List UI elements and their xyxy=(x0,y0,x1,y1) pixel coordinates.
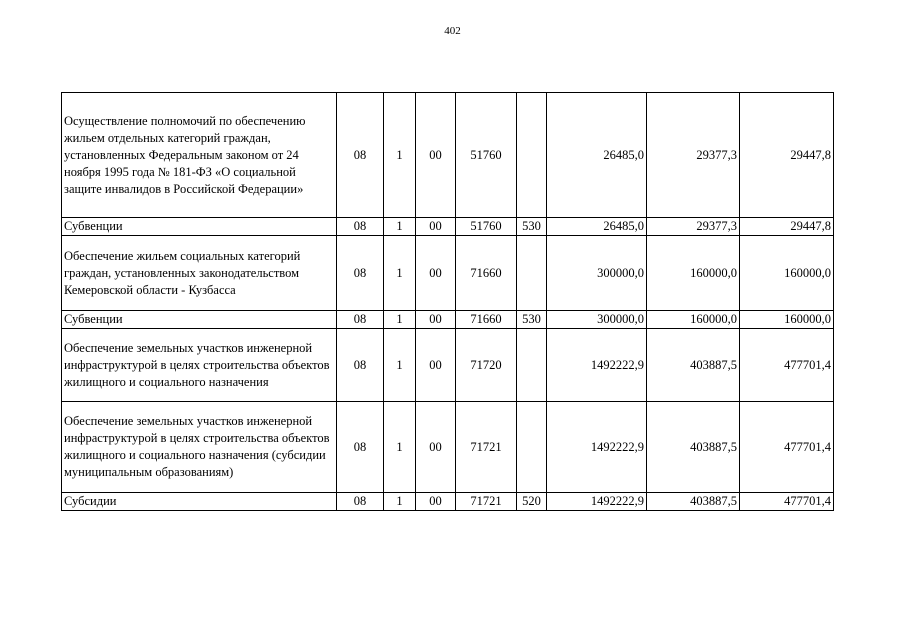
table-row xyxy=(62,493,834,511)
row-section: 08 xyxy=(337,329,384,402)
row-target-code: 71660 xyxy=(456,236,517,311)
row-subsection: 1 xyxy=(384,329,416,402)
row-section: 08 xyxy=(337,218,384,236)
row-amount-year2: 403887,5 xyxy=(647,329,740,402)
row-subsection: 1 xyxy=(384,236,416,311)
row-expense-type xyxy=(517,329,547,402)
row-name: Обеспечение земельных участков инженерной инфраструктурой в целях строительства объектов жилищного и социального назначения (субсидии муниципальным образованиям) xyxy=(62,402,337,493)
table-row xyxy=(62,402,834,493)
row-amount-year1: 26485,0 xyxy=(547,93,647,218)
row-sub-code: 00 xyxy=(416,493,456,511)
row-sub-code: 00 xyxy=(416,402,456,493)
row-amount-year3: 29447,8 xyxy=(740,218,834,236)
row-section: 08 xyxy=(337,311,384,329)
row-expense-type xyxy=(517,93,547,218)
row-amount-year2: 403887,5 xyxy=(647,402,740,493)
row-sub-code: 00 xyxy=(416,218,456,236)
row-section: 08 xyxy=(337,493,384,511)
row-sub-code: 00 xyxy=(416,329,456,402)
row-name: Осуществление полномочий по обеспечению жильем отдельных категорий граждан, установленных Федеральным законом от 24 ноября 1995 года № 181-ФЗ «О социальной защите инвалидов в Российской Федерации» xyxy=(62,93,337,218)
row-amount-year1: 1492222,9 xyxy=(547,493,647,511)
row-target-code: 71720 xyxy=(456,329,517,402)
row-target-code: 51760 xyxy=(456,218,517,236)
row-target-code: 71721 xyxy=(456,402,517,493)
row-amount-year3: 477701,4 xyxy=(740,402,834,493)
row-sub-code: 00 xyxy=(416,236,456,311)
row-name: Обеспечение земельных участков инженерной инфраструктурой в целях строительства объектов жилищного и социального назначения xyxy=(62,329,337,402)
table-row xyxy=(62,329,834,402)
row-expense-type xyxy=(517,236,547,311)
row-subsection: 1 xyxy=(384,218,416,236)
table-row xyxy=(62,93,834,218)
row-subsection: 1 xyxy=(384,93,416,218)
row-target-code: 51760 xyxy=(456,93,517,218)
row-amount-year1: 26485,0 xyxy=(547,218,647,236)
row-section: 08 xyxy=(337,93,384,218)
row-amount-year2: 160000,0 xyxy=(647,236,740,311)
row-amount-year2: 29377,3 xyxy=(647,93,740,218)
row-section: 08 xyxy=(337,236,384,311)
row-subsection: 1 xyxy=(384,493,416,511)
row-name: Обеспечение жильем социальных категорий граждан, установленных законодательством Кемеровской области - Кузбасса xyxy=(62,236,337,311)
row-amount-year2: 403887,5 xyxy=(647,493,740,511)
row-amount-year1: 300000,0 xyxy=(547,236,647,311)
row-subsection: 1 xyxy=(384,311,416,329)
row-name: Субвенции xyxy=(62,218,337,236)
row-amount-year3: 160000,0 xyxy=(740,236,834,311)
row-amount-year3: 477701,4 xyxy=(740,493,834,511)
row-section: 08 xyxy=(337,402,384,493)
row-amount-year1: 300000,0 xyxy=(547,311,647,329)
row-amount-year3: 160000,0 xyxy=(740,311,834,329)
row-expense-type: 530 xyxy=(517,311,547,329)
row-expense-type: 520 xyxy=(517,493,547,511)
row-amount-year2: 29377,3 xyxy=(647,218,740,236)
row-target-code: 71721 xyxy=(456,493,517,511)
row-subsection: 1 xyxy=(384,402,416,493)
table-row xyxy=(62,311,834,329)
row-target-code: 71660 xyxy=(456,311,517,329)
row-sub-code: 00 xyxy=(416,93,456,218)
row-name: Субсидии xyxy=(62,493,337,511)
row-amount-year1: 1492222,9 xyxy=(547,402,647,493)
row-amount-year1: 1492222,9 xyxy=(547,329,647,402)
row-amount-year3: 29447,8 xyxy=(740,93,834,218)
row-name: Субвенции xyxy=(62,311,337,329)
table-row xyxy=(62,236,834,311)
row-amount-year2: 160000,0 xyxy=(647,311,740,329)
row-expense-type xyxy=(517,402,547,493)
budget-table xyxy=(61,92,834,511)
page-number: 402 xyxy=(444,25,461,37)
row-sub-code: 00 xyxy=(416,311,456,329)
table-row xyxy=(62,218,834,236)
row-expense-type: 530 xyxy=(517,218,547,236)
row-amount-year3: 477701,4 xyxy=(740,329,834,402)
